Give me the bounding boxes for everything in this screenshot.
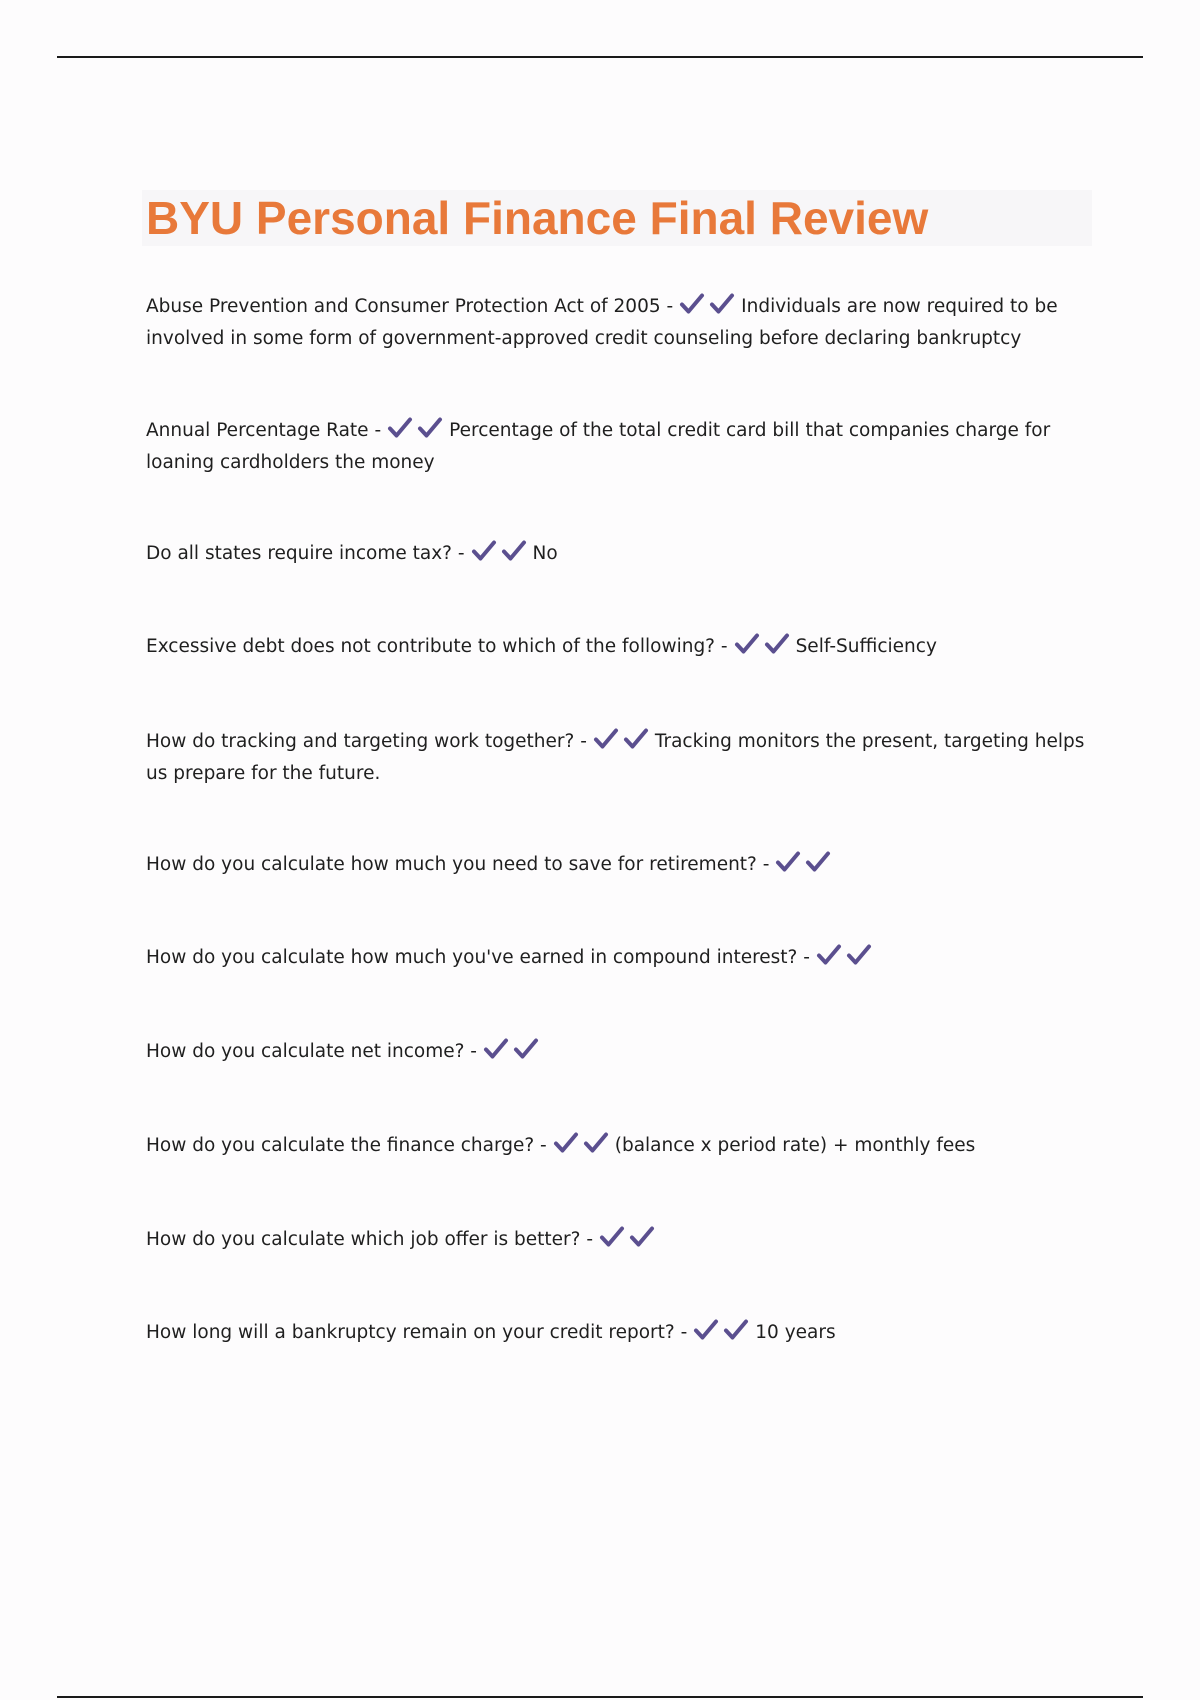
entry-term: How do you calculate how much you need to save for retirement? - (146, 854, 770, 875)
entry-term: Annual Percentage Rate - (146, 420, 382, 441)
entry-term: How do tracking and targeting work together? - (146, 731, 587, 752)
double-check (471, 540, 531, 571)
checkmark-icon (764, 633, 790, 655)
entry-term: How do you calculate which job offer is better? - (146, 1229, 594, 1250)
checkmark-icon (723, 1319, 749, 1341)
entry-term: How do you calculate how much you've earned in compound interest? - (146, 947, 810, 968)
double-check (734, 633, 794, 664)
checkmark-icon (775, 851, 801, 873)
double-check (599, 1226, 659, 1257)
checkmark-icon (483, 1038, 509, 1060)
checkmark-icon (846, 944, 872, 966)
qa-entry (146, 416, 1096, 477)
entry-definition: 10 years (755, 1322, 836, 1343)
checkmark-icon (471, 540, 497, 562)
checkmark-icon (387, 417, 413, 439)
entry-definition: Individuals are now required to be involved in some form of government-approved credit counseling before declaring bankruptcy (146, 296, 1058, 349)
checkmark-icon (417, 417, 443, 439)
qa-entry (146, 292, 1096, 353)
checkmark-icon (709, 293, 735, 315)
entry-term: How long will a bankruptcy remain on your credit report? - (146, 1322, 688, 1343)
qa-entry (146, 1225, 1096, 1257)
entry-definition: Tracking monitors the present, targeting helps us prepare for the future. (146, 731, 1085, 784)
checkmark-icon (583, 1132, 609, 1154)
entry-definition: (balance x period rate) + monthly fees (614, 1135, 976, 1156)
checkmark-icon (593, 728, 619, 750)
double-check (387, 417, 447, 448)
checkmark-icon (513, 1038, 539, 1060)
header-rule (57, 56, 1143, 58)
document-title: BYU Personal Finance Final Review (146, 192, 929, 244)
double-check (593, 728, 653, 759)
double-check (553, 1132, 613, 1163)
checkmark-icon (553, 1132, 579, 1154)
checkmark-icon (623, 728, 649, 750)
qa-entry (146, 1131, 1096, 1163)
checkmark-icon (734, 633, 760, 655)
double-check (679, 293, 739, 324)
checkmark-icon (679, 293, 705, 315)
footer-rule (57, 1696, 1143, 1698)
qa-entry (146, 727, 1096, 788)
qa-entry (146, 539, 1096, 571)
double-check (816, 944, 876, 975)
entry-definition: Self-Sufficiency (795, 636, 937, 657)
entry-term: Do all states require income tax? - (146, 543, 465, 564)
double-check (775, 851, 835, 882)
entry-term: How do you calculate the finance charge? - (146, 1135, 547, 1156)
checkmark-icon (629, 1226, 655, 1248)
entry-term: Excessive debt does not contribute to which of the following? - (146, 636, 728, 657)
qa-entry (146, 1318, 1096, 1350)
qa-entry (146, 1037, 1096, 1069)
entry-term: How do you calculate net income? - (146, 1041, 477, 1062)
double-check (693, 1319, 753, 1350)
qa-entry (146, 632, 1096, 664)
entry-term: Abuse Prevention and Consumer Protection Act of 2005 - (146, 296, 674, 317)
checkmark-icon (693, 1319, 719, 1341)
qa-entry (146, 850, 1096, 882)
entry-definition: Percentage of the total credit card bill that companies charge for loaning cardholders the money (146, 420, 1051, 473)
checkmark-icon (501, 540, 527, 562)
qa-entry (146, 943, 1096, 975)
entry-definition: No (532, 543, 558, 564)
double-check (483, 1038, 543, 1069)
checkmark-icon (805, 851, 831, 873)
checkmark-icon (599, 1226, 625, 1248)
checkmark-icon (816, 944, 842, 966)
